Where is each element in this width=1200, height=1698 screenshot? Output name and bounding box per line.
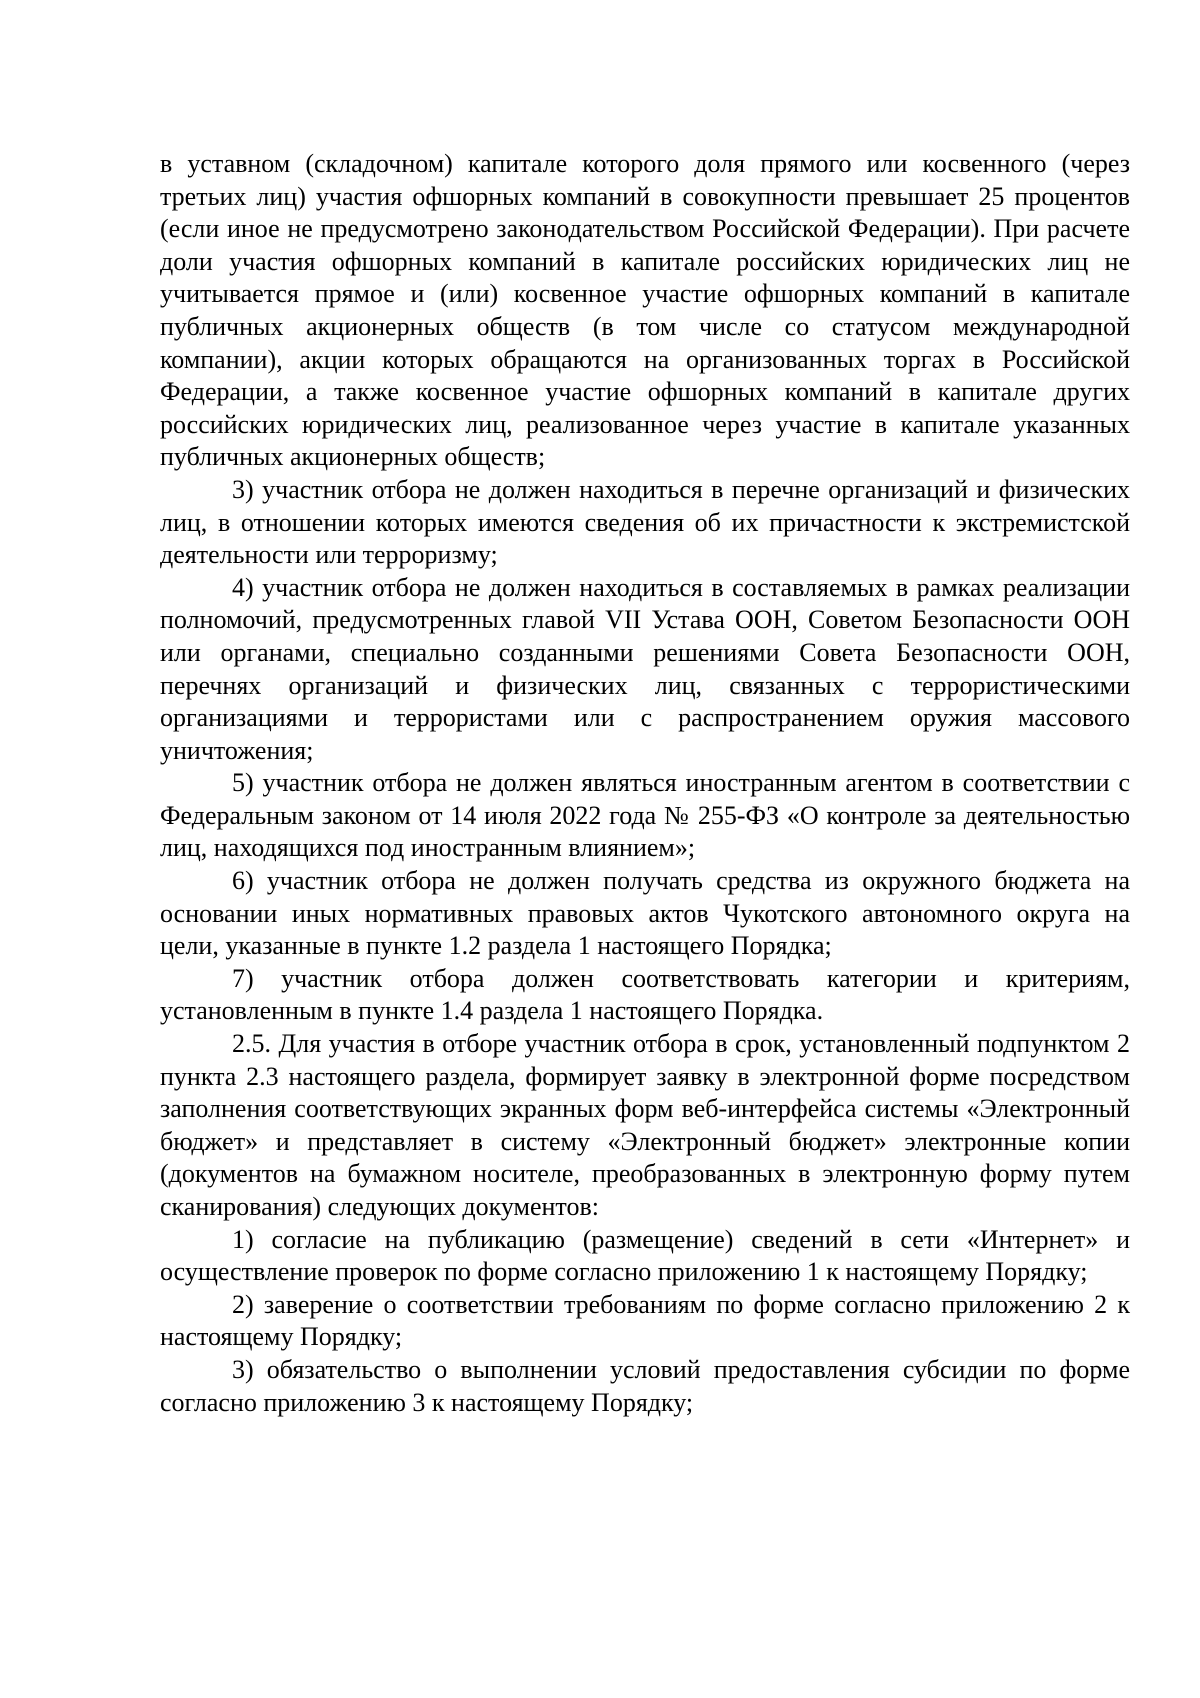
paragraph-item-7: 7) участник отбора должен соответствовать категории и критериям, установленным в пункте 1.4 раздела 1 настоящего Порядка. [160, 963, 1130, 1026]
paragraph-doc-1: 1) согласие на публикацию (размещение) сведений в сети «Интернет» и осуществление проверок по форме согласно приложению 1 к настоящему Порядку; [160, 1224, 1130, 1287]
paragraph-doc-2: 2) заверение о соответствии требованиям по форме согласно приложению 2 к настоящему Порядку; [160, 1289, 1130, 1352]
paragraph-section-2-5: 2.5. Для участия в отборе участник отбора в срок, установленный подпунктом 2 пункта 2.3 настоящего раздела, формирует заявку в электронной форме посредством заполнения соответствующих экранных форм веб-интерфейса системы «Электронный бюджет» и представляет в систему «Электронный бюджет» электронные копии (документов на бумажном носителе, преобразованных в электронную форму путем сканирования) следующих документов: [160, 1029, 1130, 1221]
paragraph-item-4: 4) участник отбора не должен находиться в составляемых в рамках реализации полномочий, предусмотренных главой VII Устава ООН, Советом Безопасности ООН или органами, специально созданными решениями Совета Безопасности ООН, перечнях организаций и физических лиц, связанных с террористическими организациями и террористами или с распространением оружия массового уничтожения; [160, 572, 1130, 765]
paragraph-continuation: в уставном (складочном) капитале которого доля прямого или косвенного (через третьих лиц) участия офшорных компаний в совокупности превышает 25 процентов (если иное не предусмотрено законодательством Российской Федерации). При расчете доли участия офшорных компаний в капитале российских юридических лиц не учитывается прямое и (или) косвенное участие офшорных компаний в капитале публичных акционерных обществ (в том числе со статусом международной компании), акции которых обращаются на организованных торгах в Российской Федерации, а также косвенное участие офшорных компаний в капитале других российских юридических лиц, реализованное через участие в капитале указанных публичных акционерных обществ; [160, 149, 1130, 472]
paragraph-doc-3: 3) обязательство о выполнении условий предоставления субсидии по форме согласно приложению 3 к настоящему Порядку; [160, 1354, 1130, 1417]
paragraph-item-5: 5) участник отбора не должен являться иностранным агентом в соответствии с Федеральным законом от 14 июля 2022 года № 255-ФЗ «О контроле за деятельностью лиц, находящихся под иностранным влиянием»; [160, 768, 1130, 863]
document-page [160, 148, 1130, 1419]
paragraph-item-3: 3) участник отбора не должен находиться в перечне организаций и физических лиц, в отношении которых имеются сведения об их причастности к экстремистской деятельности или терроризму; [160, 474, 1130, 570]
paragraph-item-6: 6) участник отбора не должен получать средства из окружного бюджета на основании иных нормативных правовых актов Чукотского автономного округа на цели, указанные в пункте 1.2 раздела 1 настоящего Порядка; [160, 866, 1130, 961]
